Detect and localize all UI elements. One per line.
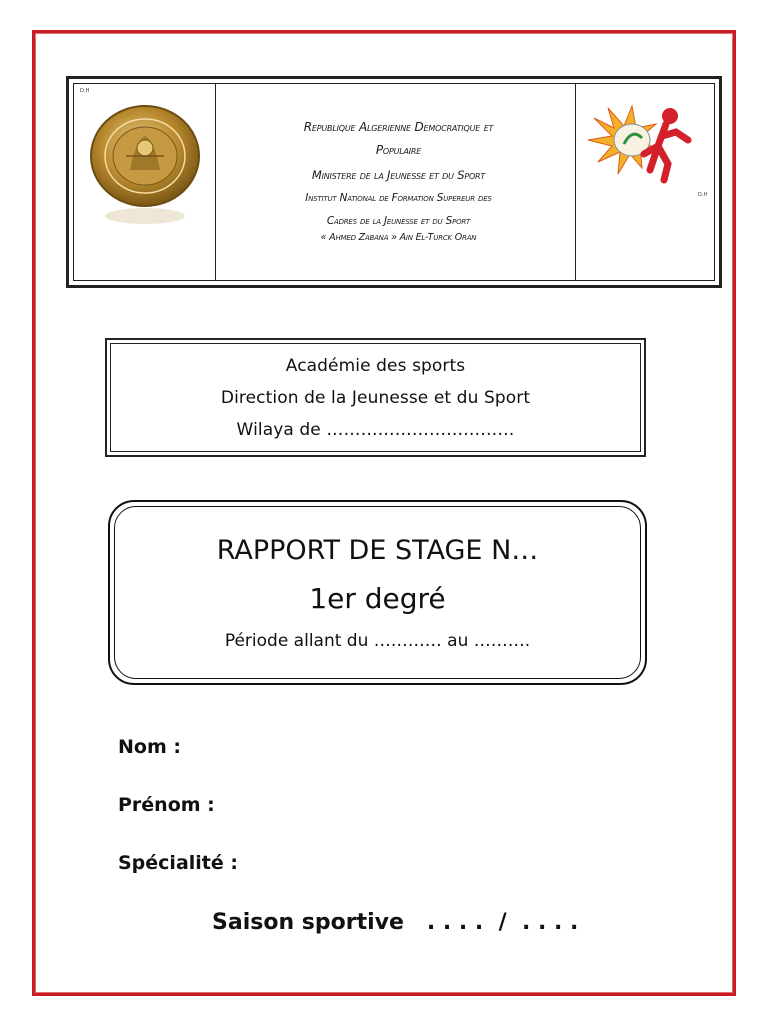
academy-inner — [110, 343, 641, 452]
academy-box — [105, 338, 646, 457]
header-right-cell — [576, 84, 714, 280]
header-title-cell — [216, 84, 576, 280]
report-title: RAPPORT DE STAGE N… — [216, 534, 539, 566]
report-box — [108, 500, 647, 685]
ministry-seal-icon — [86, 100, 204, 228]
prenom-label: Prénom : — [118, 794, 215, 816]
academy-line-2: Direction de la Jeunesse et du Sport — [220, 387, 531, 408]
season-line: Saison sportive . . . . / . . . . — [212, 910, 579, 935]
header-left-cell — [74, 84, 216, 280]
academy-line-3: Wilaya de …………………………… — [236, 419, 515, 440]
header-table — [73, 83, 715, 281]
institution-header — [66, 76, 722, 288]
header-line-3: Ministere de la Jeunesse et du Sport — [311, 167, 486, 182]
report-degree: 1er degré — [309, 581, 446, 615]
left-tag: D.H — [80, 88, 90, 94]
report-inner — [114, 506, 641, 679]
academy-line-1: Académie des sports — [285, 355, 466, 376]
specialite-label: Spécialité : — [118, 852, 238, 874]
header-line-2: Populaire — [375, 142, 422, 157]
header-line-4: Institut National de Formation Supereur des — [305, 191, 492, 204]
header-line-6: « Ahmed Zabana » Ain El-Turck Oran — [320, 231, 477, 243]
right-tag: D.H — [698, 192, 708, 198]
header-line-5: Cadres de la Jeunesse et du Sport — [326, 214, 471, 227]
nom-label: Nom : — [118, 736, 181, 758]
header-line-1: Republique Algerienne Democratique et — [303, 120, 494, 135]
sport-logo-icon — [584, 88, 702, 188]
report-period: Période allant du ………… au ………. — [224, 630, 531, 651]
